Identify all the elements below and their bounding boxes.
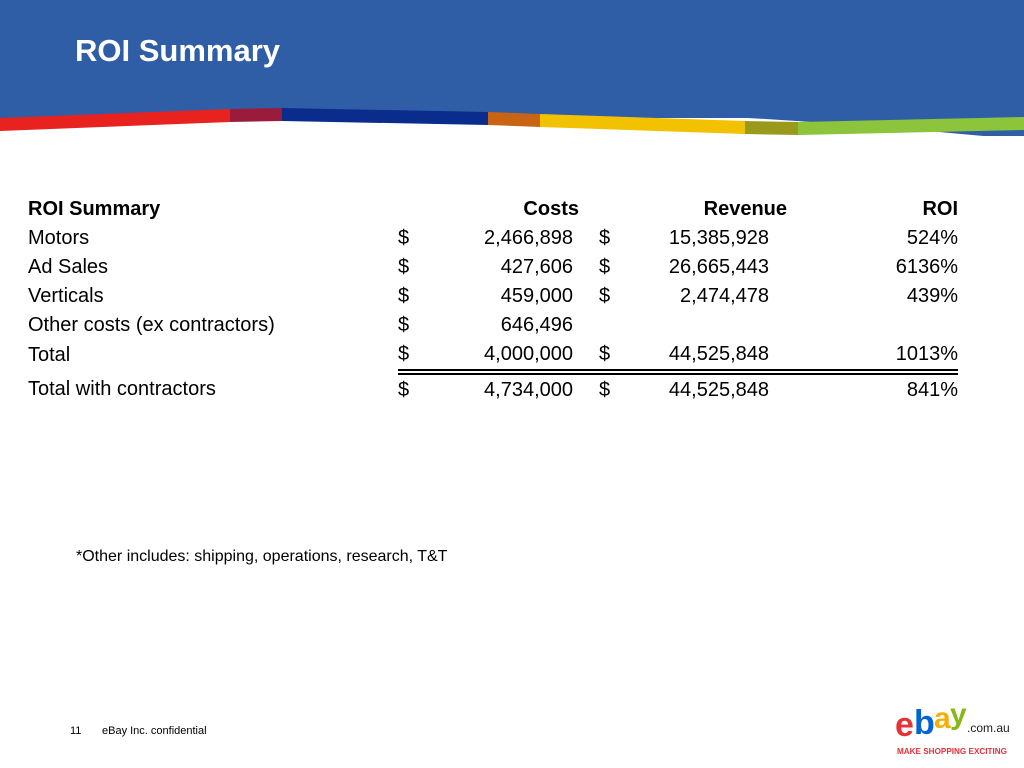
revenue-currency: $ bbox=[599, 256, 611, 278]
ebay-logo bbox=[893, 700, 1013, 760]
logo-letter-y: y bbox=[950, 700, 967, 731]
cost-currency: $ bbox=[398, 256, 410, 278]
slide-title: ROI Summary bbox=[75, 33, 281, 68]
header-revenue: Revenue bbox=[703, 197, 787, 220]
table-row bbox=[28, 253, 958, 282]
logo-domain: .com.au bbox=[967, 721, 1010, 735]
logo-tagline: MAKE SHOPPING EXCITING bbox=[897, 746, 1008, 756]
row-label: Total with contractors bbox=[28, 378, 216, 400]
row-label: Motors bbox=[28, 227, 90, 249]
cost-value: 459,000 bbox=[500, 285, 573, 307]
stripe-maroon bbox=[230, 108, 282, 122]
color-stripe bbox=[0, 100, 1024, 136]
stripe-yellow bbox=[540, 114, 745, 134]
roi-value: 841% bbox=[906, 378, 958, 401]
cost-value: 646,496 bbox=[500, 314, 573, 336]
cost-value: 4,734,000 bbox=[484, 378, 573, 401]
stripe-olive bbox=[745, 121, 798, 135]
revenue-value: 44,525,848 bbox=[668, 378, 769, 401]
revenue-currency: $ bbox=[599, 227, 611, 249]
revenue-currency: $ bbox=[579, 340, 619, 370]
cost-value: 427,606 bbox=[500, 256, 573, 278]
table-header-row bbox=[28, 194, 958, 224]
revenue-value: 15,385,928 bbox=[668, 227, 769, 249]
roi-value bbox=[787, 311, 958, 340]
cost-currency: $ bbox=[398, 314, 410, 336]
header-costs: Costs bbox=[523, 197, 579, 220]
row-label: Verticals bbox=[28, 285, 104, 307]
stripe-blue bbox=[282, 108, 488, 125]
cost-value: 2,466,898 bbox=[484, 227, 573, 249]
cost-currency: $ bbox=[398, 340, 418, 370]
revenue-value: 2,474,478 bbox=[680, 285, 769, 307]
table-row bbox=[28, 311, 958, 340]
cost-currency: $ bbox=[398, 285, 410, 307]
cost-currency: $ bbox=[398, 227, 410, 249]
row-label: Total bbox=[28, 343, 71, 366]
table-row bbox=[28, 282, 958, 311]
logo-letter-b: b bbox=[914, 704, 935, 742]
roi-value: 1013% bbox=[787, 340, 958, 370]
stripe-orange bbox=[488, 112, 540, 127]
table-row bbox=[28, 224, 958, 253]
row-label: Other costs (ex contractors) bbox=[28, 314, 275, 336]
cost-value: 4,000,000 bbox=[418, 340, 579, 370]
roi-value: 524% bbox=[906, 227, 958, 249]
footnote: *Other includes: shipping, operations, research, T&T bbox=[76, 548, 448, 565]
logo-letter-a: a bbox=[934, 702, 951, 735]
roi-value: 439% bbox=[906, 285, 958, 307]
revenue-value bbox=[619, 311, 787, 340]
confidential-label: eBay Inc. confidential bbox=[102, 725, 207, 737]
revenue-value: 44,525,848 bbox=[619, 340, 787, 370]
revenue-value: 26,665,443 bbox=[668, 256, 769, 278]
header-label: ROI Summary bbox=[28, 197, 161, 220]
revenue-currency: $ bbox=[599, 285, 611, 307]
row-label: Ad Sales bbox=[28, 256, 109, 278]
revenue-currency bbox=[579, 311, 619, 340]
logo-letter-e: e bbox=[895, 706, 914, 744]
page-number: 11 bbox=[70, 725, 82, 737]
header-roi: ROI bbox=[922, 197, 958, 220]
revenue-currency: $ bbox=[599, 378, 611, 401]
roi-table bbox=[28, 194, 958, 405]
cost-currency: $ bbox=[398, 378, 410, 401]
table-row-total-contractors bbox=[28, 374, 958, 405]
roi-value: 6136% bbox=[895, 256, 958, 278]
table-row-total bbox=[28, 340, 958, 370]
